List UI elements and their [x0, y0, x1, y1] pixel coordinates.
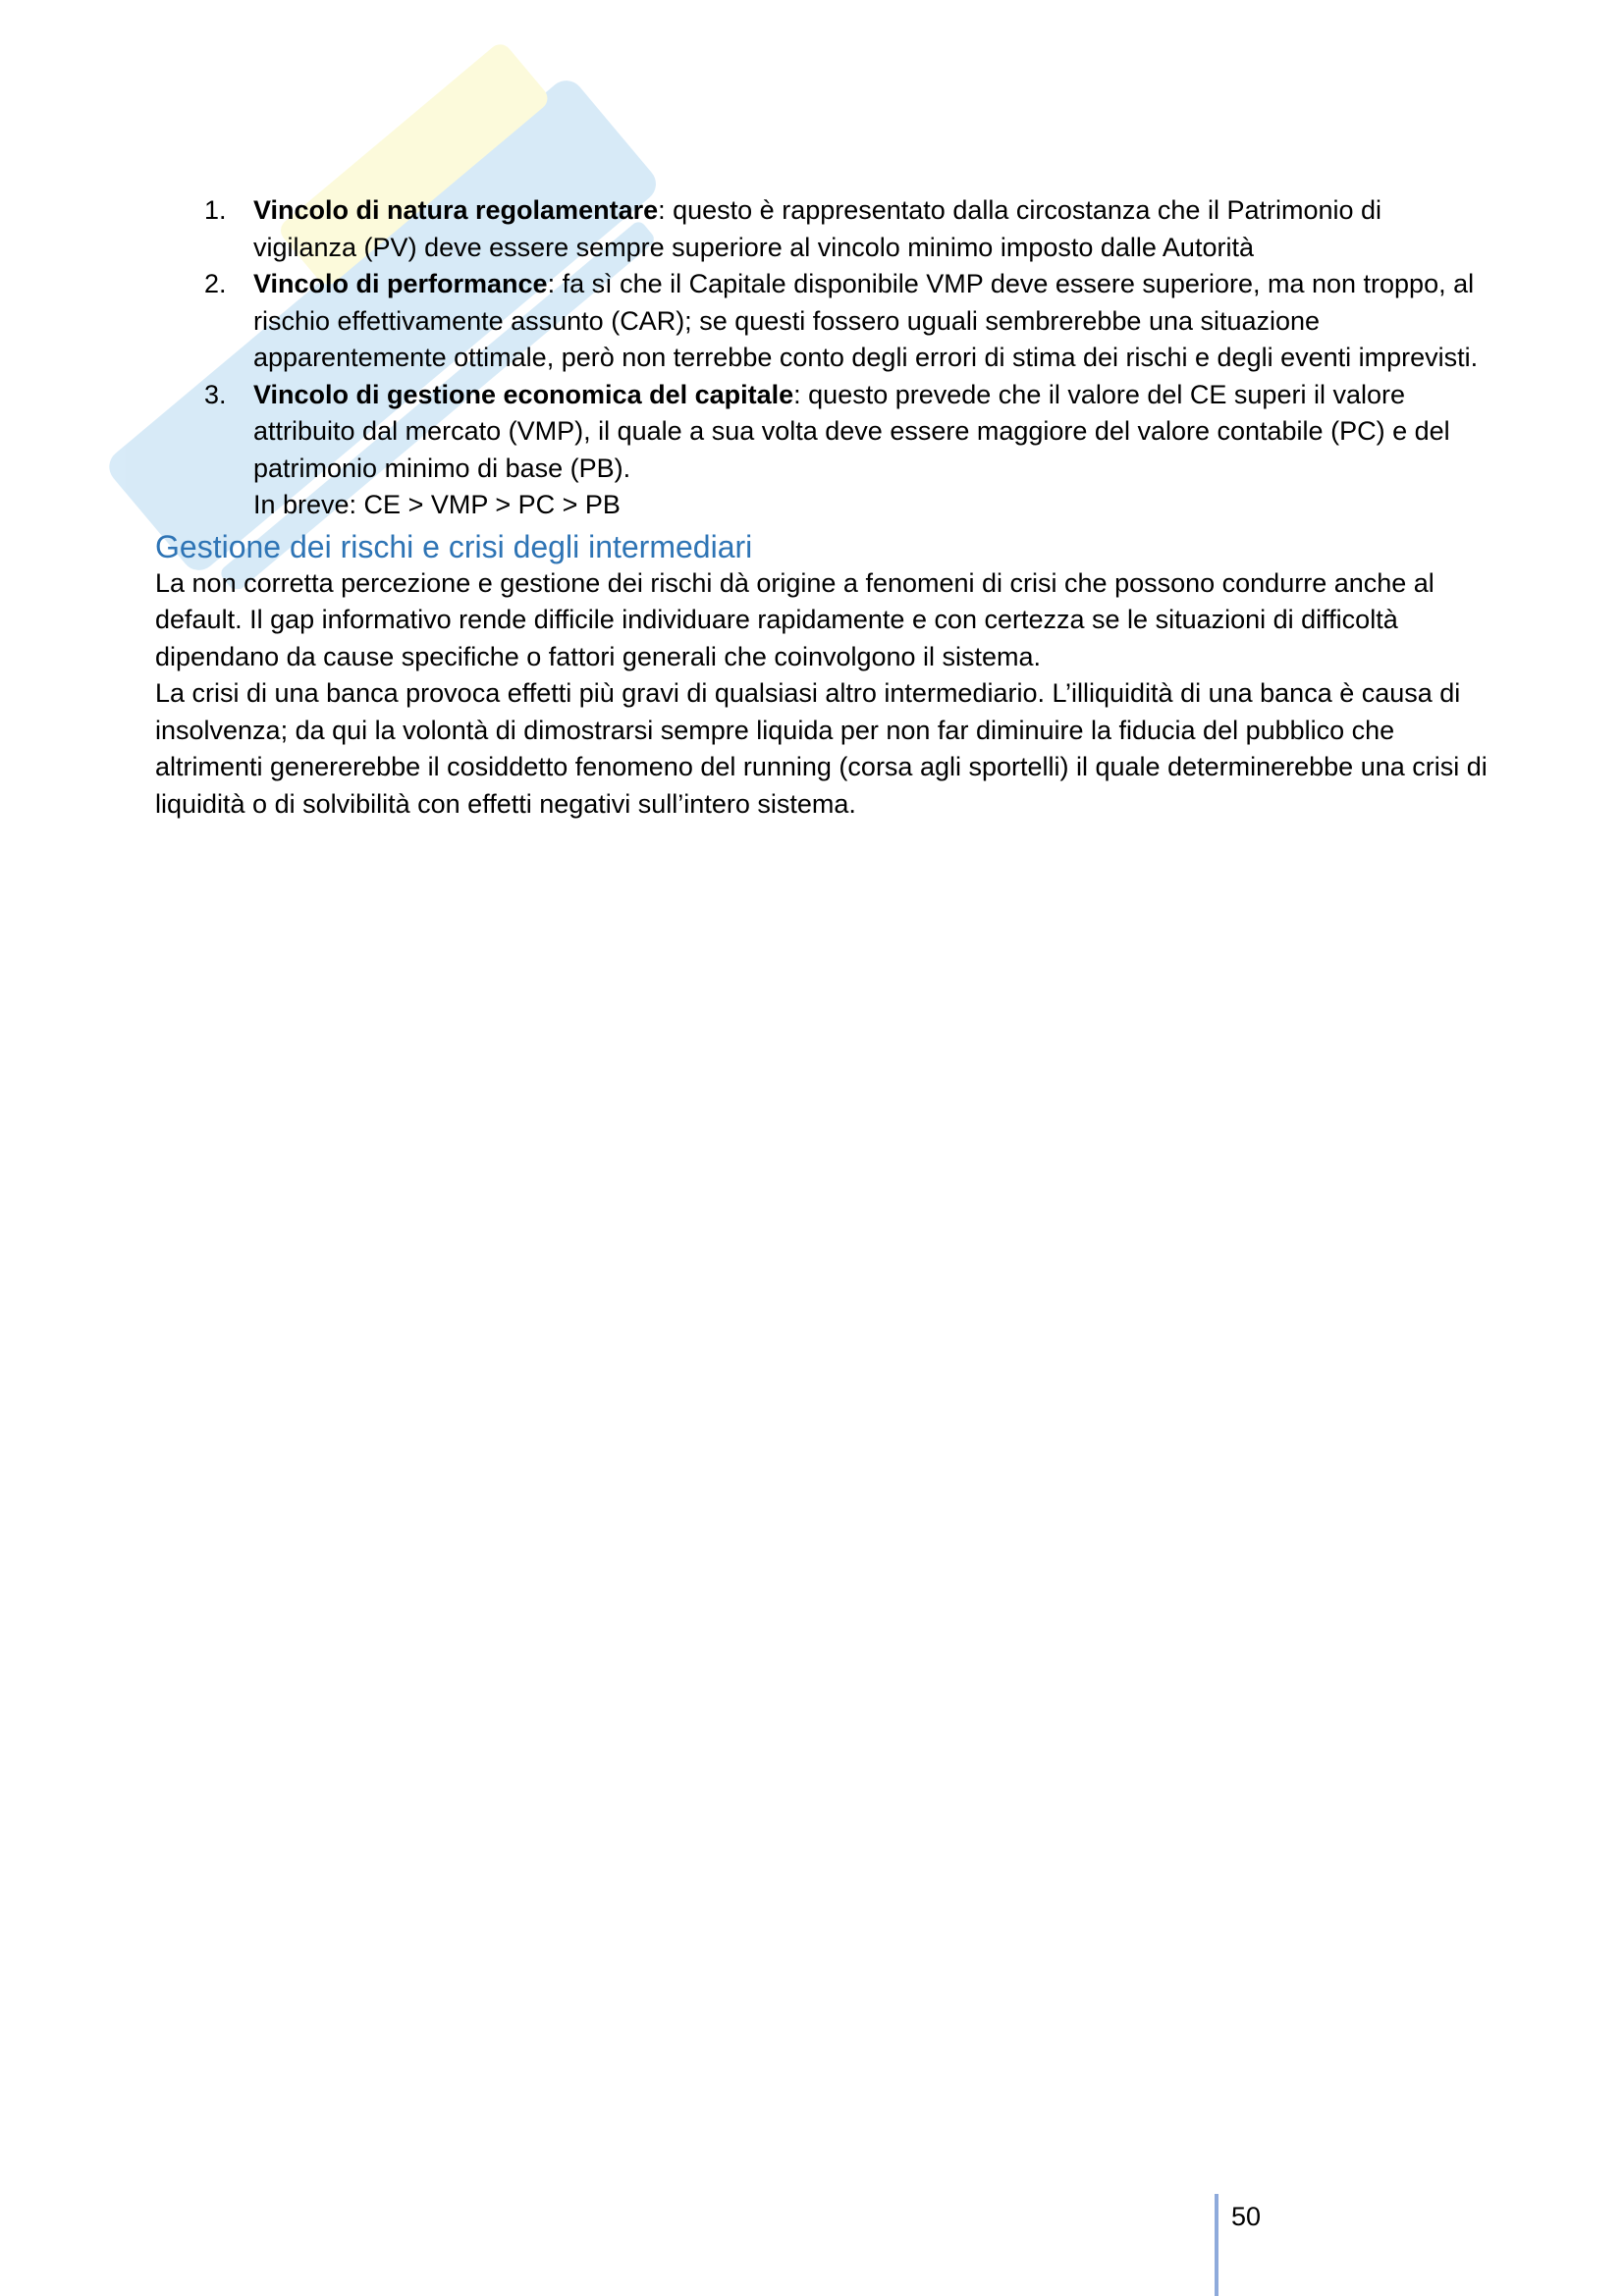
list-item-summary: In breve: CE > VMP > PC > PB	[253, 490, 621, 519]
list-item-text: : questo prevede che il valore del CE superi il valore attribuito dal mercato (VMP), il quale a sua volta deve essere maggiore del valore contabile (PC) e del patrimonio minimo di base (PB).	[253, 379, 1450, 483]
list-item-number: 3.	[204, 379, 227, 409]
section-heading: Gestione dei rischi e crisi degli intermediari	[155, 528, 753, 564]
list-item	[155, 266, 1490, 377]
footer-rule	[1215, 2194, 1218, 2296]
list-item-term: Vincolo di natura regolamentare	[253, 195, 659, 225]
list-item-text: : questo è rappresentato dalla circostanza che il Patrimonio di vigilanza (PV) deve essere sempre superiore al vincolo minimo imposto dalle Autorità	[253, 195, 1382, 262]
list-item-number: 1.	[204, 195, 227, 225]
document-body	[155, 192, 1490, 823]
page-number: 50	[1231, 2202, 1262, 2231]
list-item	[155, 192, 1490, 266]
paragraph: La non corretta percezione e gestione dei rischi dà origine a fenomeni di crisi che possono condurre anche al default. Il gap informativo rende difficile individuare rapidamente e con certezza se le situazioni di difficoltà dipendano da cause specifiche o fattori generali che coinvolgono il sistema.	[155, 567, 1435, 671]
list-item-text: : fa sì che il Capitale disponibile VMP deve essere superiore, ma non troppo, al rischio effettivamente assunto (CAR); se questi fossero uguali sembrerebbe una situazione apparentemente ottimale, però non terrebbe conto degli errori di stima dei rischi e degli eventi imprevisti.	[253, 269, 1479, 372]
list-item-number: 2.	[204, 269, 227, 298]
list-item-term: Vincolo di gestione economica del capitale	[253, 379, 794, 409]
paragraph: La crisi di una banca provoca effetti più gravi di qualsiasi altro intermediario. L’illiquidità di una banca è causa di insolvenza; da qui la volontà di dimostrarsi sempre liquida per non far diminuire la fiducia del pubblico che altrimenti genererebbe il cosiddetto fenomeno del running (corsa agli sportelli) il quale determinerebbe una crisi di liquidità o di solvibilità con effetti negativi sull’intero sistema.	[155, 678, 1488, 819]
constraints-list	[155, 192, 1490, 524]
list-item	[155, 377, 1490, 524]
list-item-term: Vincolo di performance	[253, 269, 548, 298]
